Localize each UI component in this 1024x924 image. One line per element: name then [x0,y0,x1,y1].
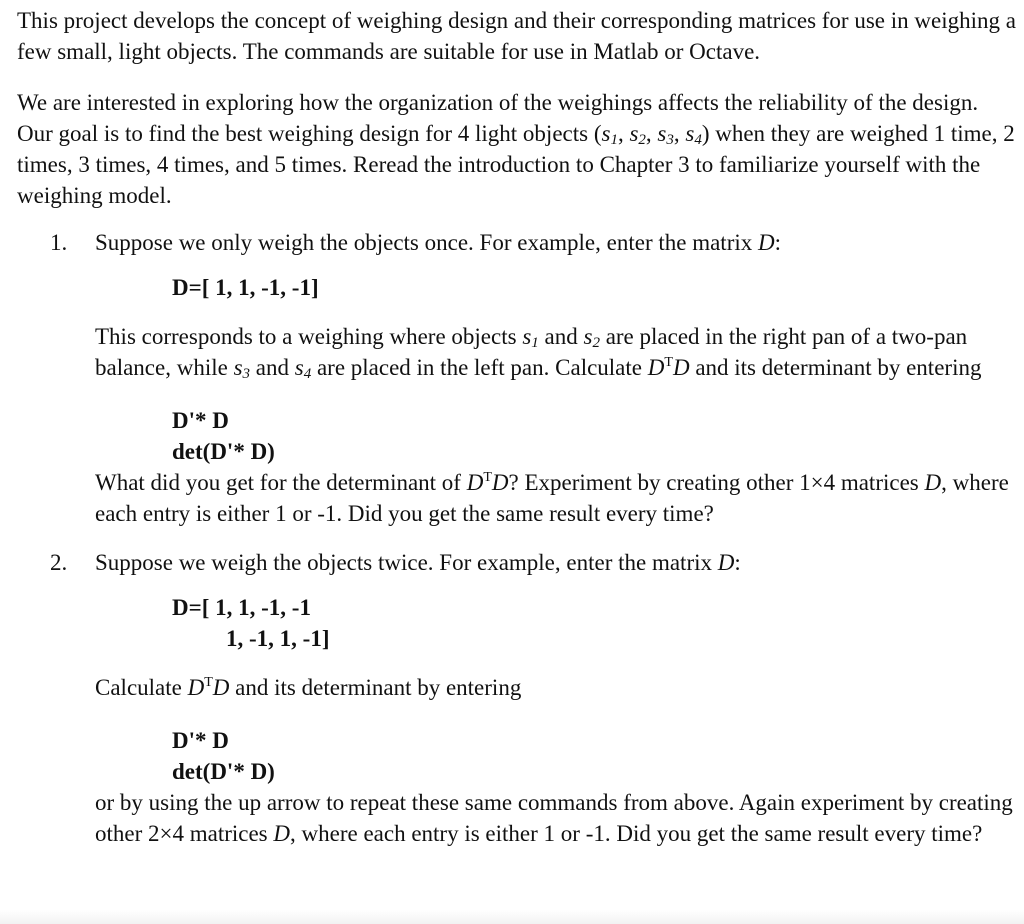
intro-paragraph [17,5,1017,67]
goal-text-end: ) when they are weighed 1 time, 2 times, 3 times, 4 times, and 5 times. Reread the introduction to Chapter 3 to familiarize yourself with the weighing model. [17,121,1015,208]
matrix-2x4-row2: 1, -1, 1, -1] [226,626,330,651]
command-determinant: det(D'* D) [172,439,275,464]
command-determinant: det(D'* D) [172,759,275,784]
command-product: D'* D [172,728,229,753]
item1-intro: Suppose we only weigh the objects once. For example, enter the matrix D: [95,230,782,255]
goal-paragraph: We are interested in exploring how the organization of the weighings affects the reliability of the design. Our goal is to find the best weighing design for 4 light objects ($s_1$, $s_2$, $s_3$, $s_4$) when they are weighed 1 time, 2 times, 3 times, 4 times, and 5 times. Reread the introduction to Chapter 3 to familiarize yourself with the weighing model. [17,90,1015,208]
item1-question: What did you get for the determinant of $D^TD$? Experiment by creating other 1×4 matrices D, where each entry is either 1 or -1. Did you get the same result every time? [95,470,1009,526]
intro-text: This project develops the concept of weighing design and their corresponding matrices for use in weighing a few small, light objects. The commands are suitable for use in Matlab or Octave. [17,8,1016,64]
document-page [17,5,1017,849]
matrix-1x4: D=[ 1, 1, -1, -1] [172,275,319,300]
command-product: D'* D [172,408,229,433]
item-number: 1. [50,230,68,255]
matrix-2x4-row1: D=[ 1, 1, -1, -1 [172,595,311,620]
item2-description: Calculate $D^TD$ and its determinant by entering [95,675,522,700]
item1-description: This corresponds to a weighing where objects $s_1$ and $s_2$ are placed in the right pan of a two-pan balance, while $s_3$ and $s_4$ are placed in the left pan. Calculate $D^TD$ and its determinant by entering [95,324,982,382]
exercise-item-1 [17,227,1017,529]
goal-text-start: We are interested in exploring how the organization of the weighings affects the reliability of the design. Our goal is to find the best weighing design for 4 light objects ( [17,90,979,146]
var-s3: $s_3$ [657,121,674,148]
var-s4: $s_4$ [685,121,702,148]
exercise-list [17,227,1017,849]
item-number: 2. [50,550,68,575]
item2-question: or by using the up arrow to repeat these same commands from above. Again experiment by creating other 2×4 matrices D, where each entry is either 1 or -1. Did you get the same result every time? [95,790,1013,846]
item2-intro: Suppose we weigh the objects twice. For example, enter the matrix D: [95,550,741,575]
bottom-shadow [0,910,1024,924]
var-s2: $s_2$ [629,121,646,148]
var-s1: $s_1$ [601,121,618,148]
exercise-item-2 [17,547,1017,849]
